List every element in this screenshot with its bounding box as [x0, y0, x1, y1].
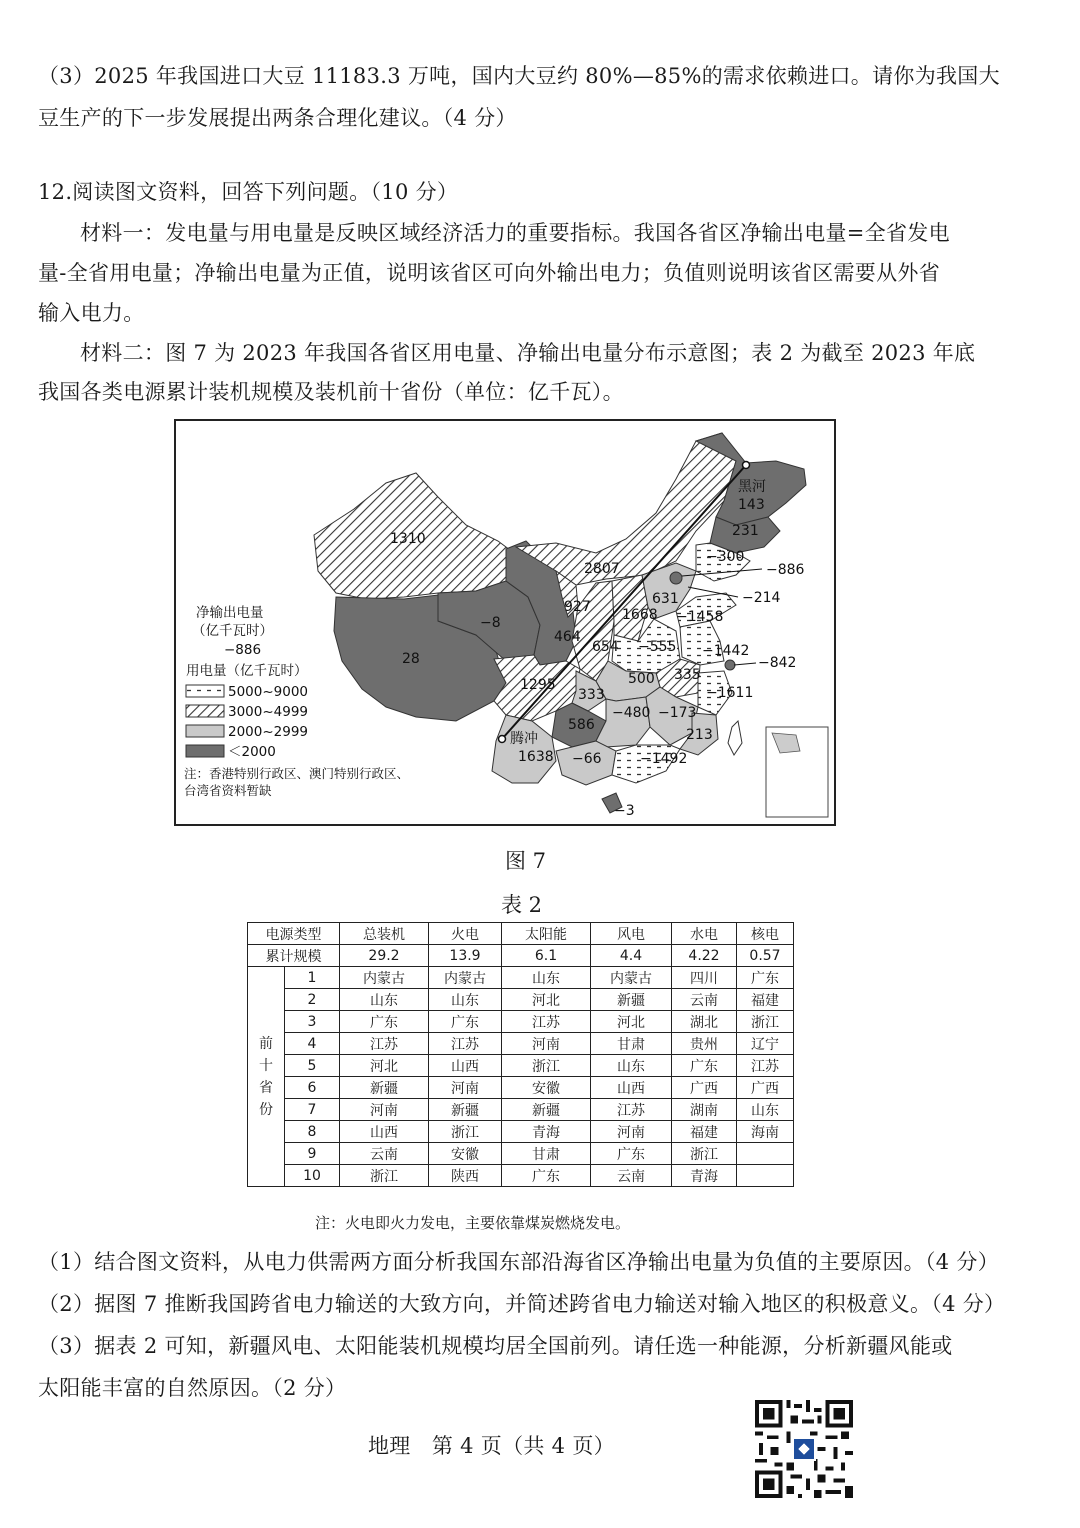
label-tianjin: −214	[742, 590, 781, 606]
label-sichuan: 1295	[520, 677, 556, 693]
table-cell: 山东	[737, 1099, 794, 1121]
legend-swatch-dark	[186, 745, 224, 757]
rank-number: 1	[285, 967, 340, 989]
header-type: 水电	[672, 923, 737, 945]
q12-title: 12.阅读图文资料，回答下列问题。（10 分）	[38, 180, 459, 204]
table-cell: 湖北	[672, 1011, 737, 1033]
table-cell: 新疆	[340, 1077, 429, 1099]
label-jilin: 231	[732, 523, 759, 539]
question-3-line2: 太阳能丰富的自然原因。（2 分）	[38, 1376, 347, 1400]
rank-label-char: 十	[259, 1057, 273, 1074]
rank-label-char: 前	[259, 1035, 273, 1052]
table-cell: 山东	[340, 989, 429, 1011]
table-cell: 安徽	[502, 1077, 591, 1099]
scale-label: 累计规模	[248, 945, 340, 967]
table-cell: 内蒙古	[340, 967, 429, 989]
question-3-line1: （3）据表 2 可知，新疆风电、太阳能装机规模均居全国前列。请任选一种能源，分析新疆风能或	[38, 1334, 953, 1358]
label-fujian: 213	[686, 727, 713, 743]
rank-number: 4	[285, 1033, 340, 1055]
table-row	[248, 989, 794, 1011]
rank-number: 2	[285, 989, 340, 1011]
table-cell: 新疆	[591, 989, 672, 1011]
label-chongqing: 333	[578, 687, 605, 703]
table-cell: 山西	[591, 1077, 672, 1099]
table-cell: 广东	[340, 1011, 429, 1033]
label-neimenggu: 2807	[584, 561, 620, 577]
q11-3-line1: （3）2025 年我国进口大豆 11183.3 万吨，国内大豆约 80%—85%的需求依赖进口。请你为我国大	[38, 64, 1000, 88]
rank-number: 7	[285, 1099, 340, 1121]
label-guangxi: −66	[572, 751, 602, 767]
rank-number: 9	[285, 1143, 340, 1165]
table-row	[248, 1165, 794, 1187]
table-cell: 青海	[672, 1165, 737, 1187]
label-guangdong: −1492	[640, 751, 688, 767]
legend-item-3: 2000~2999	[228, 724, 309, 740]
label-shanghai: −842	[758, 655, 797, 671]
label-liaoning: −300	[706, 549, 745, 565]
label-yunnan: 1638	[518, 749, 554, 765]
material1-line2: 量-全省用电量；净输出电量为正值，说明该省区可向外输出电力；负值则说明该省区需要从外省	[38, 261, 940, 285]
header-type: 火电	[429, 923, 502, 945]
rank-number: 6	[285, 1077, 340, 1099]
table-row	[248, 1033, 794, 1055]
table-cell: 广西	[737, 1077, 794, 1099]
legend-item-1: 5000~9000	[228, 684, 309, 700]
table-cell: 福建	[737, 989, 794, 1011]
label-jiangxi: −173	[658, 705, 697, 721]
table-cell: 浙江	[429, 1121, 502, 1143]
label-tibet: 28	[402, 651, 420, 667]
material1-line1: 材料一：发电量与用电量是反映区域经济活力的重要指标。我国各省区净输出电量=全省发电	[80, 221, 950, 245]
material2-line1: 材料二：图 7 为 2023 年我国各省区用电量、净输出电量分布示意图；表 2 为截至 2023 年底	[80, 341, 976, 365]
table-cell: 新疆	[502, 1099, 591, 1121]
label-hainan: −3	[614, 803, 635, 819]
table-row	[248, 967, 794, 989]
header-type: 核电	[737, 923, 794, 945]
page-footer: 地理 第 4 页（共 4 页）	[368, 1434, 615, 1458]
table-cell: 河南	[340, 1099, 429, 1121]
table-cell: 浙江	[737, 1011, 794, 1033]
scale-value: 4.22	[672, 945, 737, 967]
legend-use-title: 用电量（亿千瓦时）	[186, 663, 308, 679]
label-xinjiang: 1310	[390, 531, 426, 547]
rank-number: 3	[285, 1011, 340, 1033]
table-cell: 辽宁	[737, 1033, 794, 1055]
table-cell: 新疆	[429, 1099, 502, 1121]
table-cell: 浙江	[502, 1055, 591, 1077]
legend-note-1: 注：香港特别行政区、澳门特别行政区、	[184, 766, 410, 781]
table-cell: 云南	[591, 1165, 672, 1187]
table-cell: 四川	[672, 967, 737, 989]
header-label: 电源类型	[248, 923, 340, 945]
rank-number: 5	[285, 1055, 340, 1077]
table-cell: 云南	[340, 1143, 429, 1165]
table-header-row	[248, 923, 794, 945]
legend-swatch-hatched	[186, 705, 224, 717]
table-cell: 广东	[502, 1165, 591, 1187]
label-zhejiang: −1611	[706, 685, 754, 701]
material2-line2: 我国各类电源累计装机规模及装机前十省份（单位：亿千瓦）。	[38, 380, 624, 404]
table-cell: 福建	[672, 1121, 737, 1143]
region-shanghai	[725, 660, 735, 670]
table-cell: 贵州	[672, 1033, 737, 1055]
table-row	[248, 1077, 794, 1099]
label-henan: −555	[638, 639, 677, 655]
table-cell: 陕西	[429, 1165, 502, 1187]
qr-code	[755, 1400, 853, 1498]
header-type: 风电	[591, 923, 672, 945]
table-cell: 广西	[672, 1077, 737, 1099]
table-cell: 甘肃	[502, 1143, 591, 1165]
table-cell: 江苏	[340, 1033, 429, 1055]
label-hunan: −480	[612, 705, 651, 721]
question-2: （2）据图 7 推断我国跨省电力输送的大致方向，并简述跨省电力输送对输入地区的积极意义。（4 分）	[38, 1292, 1006, 1316]
table-cell: 山东	[502, 967, 591, 989]
region-beijing	[670, 572, 682, 584]
label-guizhou: 586	[568, 717, 595, 733]
table-cell: 浙江	[340, 1165, 429, 1187]
label-city-tengchong: 腾冲	[510, 731, 538, 747]
table-2-note: 注：火电即火力发电，主要依靠煤炭燃烧发电。	[315, 1214, 631, 1232]
table-cell: 江苏	[429, 1033, 502, 1055]
table-row	[248, 1099, 794, 1121]
table-cell: 山东	[591, 1055, 672, 1077]
heihe-dot	[743, 462, 750, 469]
table-cell: 河北	[591, 1011, 672, 1033]
region-taiwan	[728, 721, 742, 755]
table-2	[247, 922, 794, 1187]
table-cell: 山东	[429, 989, 502, 1011]
label-jiangsu: −1442	[702, 643, 750, 659]
table-cell	[737, 1165, 794, 1187]
tengchong-dot	[499, 736, 506, 743]
table-row	[248, 1055, 794, 1077]
table-cell: 内蒙古	[429, 967, 502, 989]
q11-3-line2: 豆生产的下一步发展提出两条合理化建议。（4 分）	[38, 106, 517, 130]
label-qinghai: −8	[480, 615, 501, 631]
leader-shanghai	[734, 663, 756, 665]
label-shaanxi: 654	[592, 639, 619, 655]
legend-title-net: 净输出电量	[196, 605, 264, 621]
legend-title-unit: （亿千瓦时）	[192, 623, 273, 639]
table-cell: 湖南	[672, 1099, 737, 1121]
china-map-svg	[176, 421, 834, 824]
scale-value: 29.2	[340, 945, 429, 967]
label-shanxi: 1668	[622, 607, 658, 623]
header-type: 太阳能	[502, 923, 591, 945]
table-cell	[737, 1143, 794, 1165]
table-row	[248, 1011, 794, 1033]
table-cell: 内蒙古	[591, 967, 672, 989]
table-cell: 河北	[340, 1055, 429, 1077]
label-ningxia: 927	[564, 599, 591, 615]
rank-label-char: 省	[259, 1079, 273, 1096]
table-cell: 江苏	[591, 1099, 672, 1121]
question-1: （1）结合图文资料，从电力供需两方面分析我国东部沿海省区净输出电量为负值的主要原因。（4 分）	[38, 1250, 999, 1274]
table-cell: 海南	[737, 1121, 794, 1143]
table-cell: 河南	[591, 1121, 672, 1143]
table-cell: 河南	[502, 1033, 591, 1055]
table-cell: 安徽	[429, 1143, 502, 1165]
table-cell: 河北	[502, 989, 591, 1011]
table-cell: 山西	[340, 1121, 429, 1143]
label-hubei: 500	[628, 671, 655, 687]
table-cell: 浙江	[672, 1143, 737, 1165]
table-cell: 江苏	[737, 1055, 794, 1077]
label-beijing: −886	[766, 562, 805, 578]
scale-value: 13.9	[429, 945, 502, 967]
table-cell: 云南	[672, 989, 737, 1011]
table-cell: 河南	[429, 1077, 502, 1099]
figure-7-map	[174, 419, 836, 826]
label-heilongjiang: 143	[738, 497, 765, 513]
figure-7-caption: 图 7	[505, 849, 547, 873]
table-cell: 山西	[429, 1055, 502, 1077]
table-cell: 甘肃	[591, 1033, 672, 1055]
label-shandong: −1458	[676, 609, 724, 625]
label-hebei: 631	[652, 591, 679, 607]
rank-number: 8	[285, 1121, 340, 1143]
table-cell: 青海	[502, 1121, 591, 1143]
header-type: 总装机	[340, 923, 429, 945]
rank-number: 10	[285, 1165, 340, 1187]
table-row	[248, 1143, 794, 1165]
table-scale-row	[248, 945, 794, 967]
table-cell: 广东	[429, 1011, 502, 1033]
label-gansu: 464	[554, 629, 581, 645]
table-row	[248, 1121, 794, 1143]
table-cell: 广东	[591, 1143, 672, 1165]
rank-group-label	[248, 967, 285, 1187]
legend-example-value: −886	[224, 642, 262, 658]
legend-swatch-light	[186, 725, 224, 737]
legend-swatch-dotted	[186, 685, 224, 697]
material1-line3: 输入电力。	[38, 301, 145, 325]
table-cell: 广东	[737, 967, 794, 989]
table-cell: 江苏	[502, 1011, 591, 1033]
table-2-caption: 表 2	[501, 893, 543, 917]
scale-value: 4.4	[591, 945, 672, 967]
scale-value: 6.1	[502, 945, 591, 967]
legend-item-4: ＜2000	[228, 744, 276, 760]
legend-item-2: 3000~4999	[228, 704, 309, 720]
legend-note-2: 台湾省资料暂缺	[184, 783, 272, 798]
scale-value: 0.57	[737, 945, 794, 967]
table-cell: 广东	[672, 1055, 737, 1077]
label-anhui: 335	[674, 667, 701, 683]
label-city-heihe: 黑河	[738, 479, 766, 495]
rank-label-char: 份	[259, 1101, 273, 1118]
